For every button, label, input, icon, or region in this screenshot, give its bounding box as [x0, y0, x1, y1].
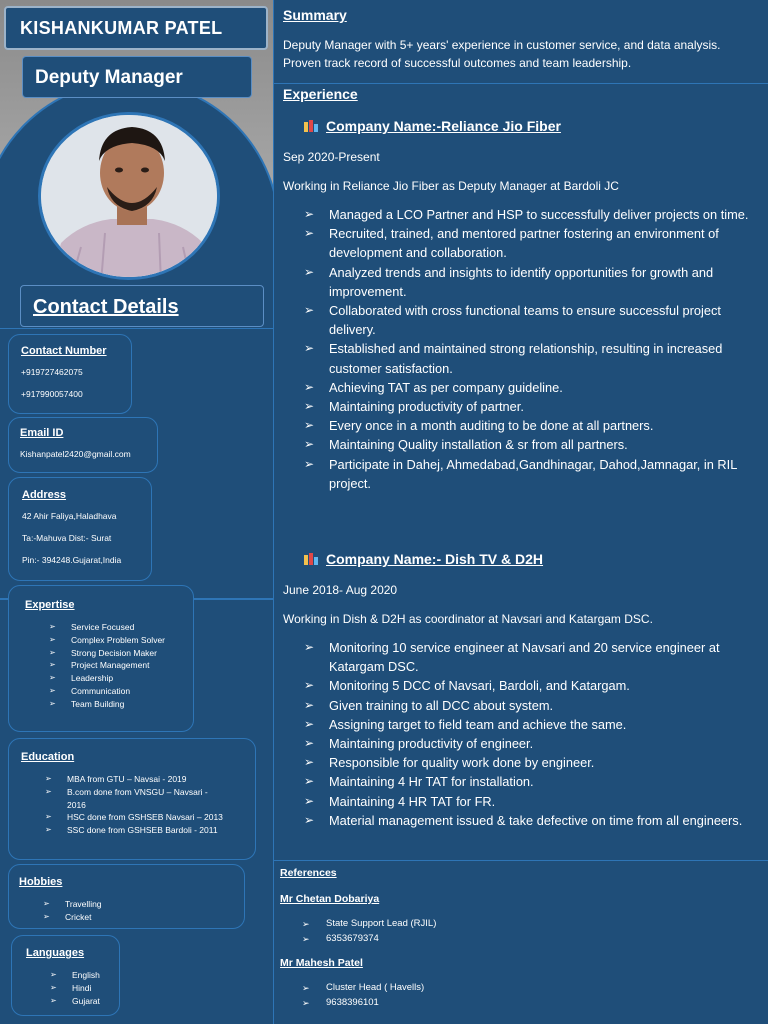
reference-2-details [302, 981, 424, 1010]
education-title: Education [21, 751, 75, 763]
languages-title: Languages [26, 947, 85, 959]
phone-2: +917990057400 [21, 389, 83, 399]
building-icon [304, 553, 318, 565]
company-1-title [304, 118, 561, 134]
expertise-box [8, 585, 194, 732]
summary-title: Summary [283, 7, 347, 23]
list-item: ➢ Managed a LCO Partner and HSP to successfully deliver projects on time. [304, 205, 759, 224]
contact-details-title: Contact Details [20, 285, 264, 327]
list-item: ➢ MBA from GTU – Navsai - 2019 [45, 773, 225, 786]
job-1-period: Sep 2020-Present [283, 150, 380, 164]
list-item: ➢ Collaborated with cross functional teams to ensure successful project delivery. [304, 301, 759, 339]
candidate-name: KISHANKUMAR PATEL [4, 6, 268, 50]
list-item: ➢ Maintaining Quality installation & sr from all partners. [304, 435, 759, 454]
phone-1: +919727462075 [21, 367, 83, 377]
list-item: ➢ Cluster Head ( Havells) [302, 981, 424, 996]
list-item: ➢ Gujarat [50, 995, 119, 1008]
list-item: ➢ Recruited, trained, and mentored partner fostering an environment of development and collaboration. [304, 224, 759, 262]
reference-2-name: Mr Mahesh Patel [280, 957, 363, 969]
list-item: ➢ Complex Problem Solver [49, 634, 193, 647]
expertise-list [49, 621, 193, 711]
list-item: ➢ Monitoring 5 DCC of Navsari, Bardoli, and Katargam. [304, 676, 759, 695]
list-item: ➢ Travelling [43, 898, 244, 911]
list-item: ➢ Service Focused [49, 621, 193, 634]
list-item: ➢ B.com done from VNSGU – Navsari - 2016 [45, 786, 225, 812]
address-line-1: 42 Ahir Faliya,Haladhava [22, 511, 117, 521]
expertise-title: Expertise [25, 599, 75, 611]
list-item: ➢ Achieving TAT as per company guideline. [304, 378, 759, 397]
list-item: ➢ Team Building [49, 698, 193, 711]
list-item: ➢ Responsible for quality work done by engineer. [304, 753, 759, 772]
job-2-intro: Working in Dish & D2H as coordinator at Navsari and Katargam DSC. [283, 612, 653, 626]
list-item: ➢ Maintaining 4 HR TAT for FR. [304, 792, 759, 811]
list-item: ➢ Strong Decision Maker [49, 647, 193, 660]
list-item: ➢ Maintaining 4 Hr TAT for installation. [304, 772, 759, 791]
divider [274, 83, 768, 84]
hobbies-list [43, 898, 244, 924]
education-list [45, 773, 225, 837]
company-2-title [304, 551, 543, 567]
person-portrait-icon [41, 115, 220, 280]
list-item: ➢ Given training to all DCC about system. [304, 696, 759, 715]
job-2-period: June 2018- Aug 2020 [283, 583, 398, 597]
list-item: ➢ HSC done from GSHSEB Navsari – 2013 [45, 811, 225, 824]
email-box [8, 417, 158, 473]
list-item: ➢ State Support Lead (RJIL) [302, 917, 436, 932]
list-item: ➢ Every once in a month auditing to be done at all partners. [304, 416, 759, 435]
company-1-name: Company Name:-Reliance Jio Fiber [326, 118, 561, 134]
divider [0, 328, 273, 329]
contact-number-box [8, 334, 132, 414]
reference-1-details [302, 917, 436, 946]
email-label: Email ID [20, 427, 64, 439]
list-item: ➢ Material management issued & take defective on time from all engineers. [304, 811, 759, 830]
hobbies-box [8, 864, 245, 929]
list-item: ➢ Maintaining productivity of engineer. [304, 734, 759, 753]
summary-text: Deputy Manager with 5+ years' experience in customer service, and data analysis. Proven track record of successful outcomes and team leadership. [283, 38, 721, 70]
address-line-3: Pin:- 394248.Gujarat,India [22, 555, 122, 565]
languages-list [50, 969, 119, 1007]
list-item: ➢ Cricket [43, 911, 244, 924]
languages-box [11, 935, 120, 1016]
address-label: Address [22, 489, 67, 501]
list-item: ➢ 9638396101 [302, 996, 424, 1011]
main-content [273, 0, 768, 1024]
education-box [8, 738, 256, 860]
list-item: ➢ Established and maintained strong relationship, resulting in increased customer satisfaction. [304, 339, 759, 377]
job-1-points [304, 205, 759, 493]
references-title: References [280, 867, 337, 879]
list-item: ➢ Assigning target to field team and achieve the same. [304, 715, 759, 734]
address-line-2: Ta:-Mahuva Dist:- Surat [22, 533, 112, 543]
list-item: ➢ Hindi [50, 982, 119, 995]
reference-1-name: Mr Chetan Dobariya [280, 893, 380, 905]
email-value: Kishanpatel2420@gmail.com [20, 449, 131, 459]
list-item: ➢ English [50, 969, 119, 982]
list-item: ➢ Analyzed trends and insights to identify opportunities for growth and improvement. [304, 263, 759, 301]
experience-title: Experience [283, 86, 358, 102]
list-item: ➢ Monitoring 10 service engineer at Navsari and 20 service engineer at Katargam DSC. [304, 638, 759, 676]
list-item: ➢ 6353679374 [302, 932, 436, 947]
company-2-name: Company Name:- Dish TV & D2H [326, 551, 544, 567]
candidate-role: Deputy Manager [22, 56, 252, 98]
list-item: ➢ SSC done from GSHSEB Bardoli - 2011 [45, 824, 225, 837]
list-item: ➢ Communication [49, 685, 193, 698]
address-box [8, 477, 152, 581]
list-item: ➢ Participate in Dahej, Ahmedabad,Gandhinagar, Dahod,Jamnagar, in RIL project. [304, 455, 759, 493]
divider [274, 860, 768, 861]
list-item: ➢ Project Management [49, 659, 193, 672]
list-item: ➢ Maintaining productivity of partner. [304, 397, 759, 416]
list-item: ➢ Leadership [49, 672, 193, 685]
hobbies-title: Hobbies [19, 876, 63, 888]
building-icon [304, 120, 318, 132]
left-sidebar [0, 0, 273, 1024]
job-2-points [304, 638, 759, 830]
job-1-intro: Working in Reliance Jio Fiber as Deputy Manager at Bardoli JC [283, 179, 619, 193]
profile-photo [38, 112, 220, 280]
contact-number-label: Contact Number [21, 345, 107, 357]
